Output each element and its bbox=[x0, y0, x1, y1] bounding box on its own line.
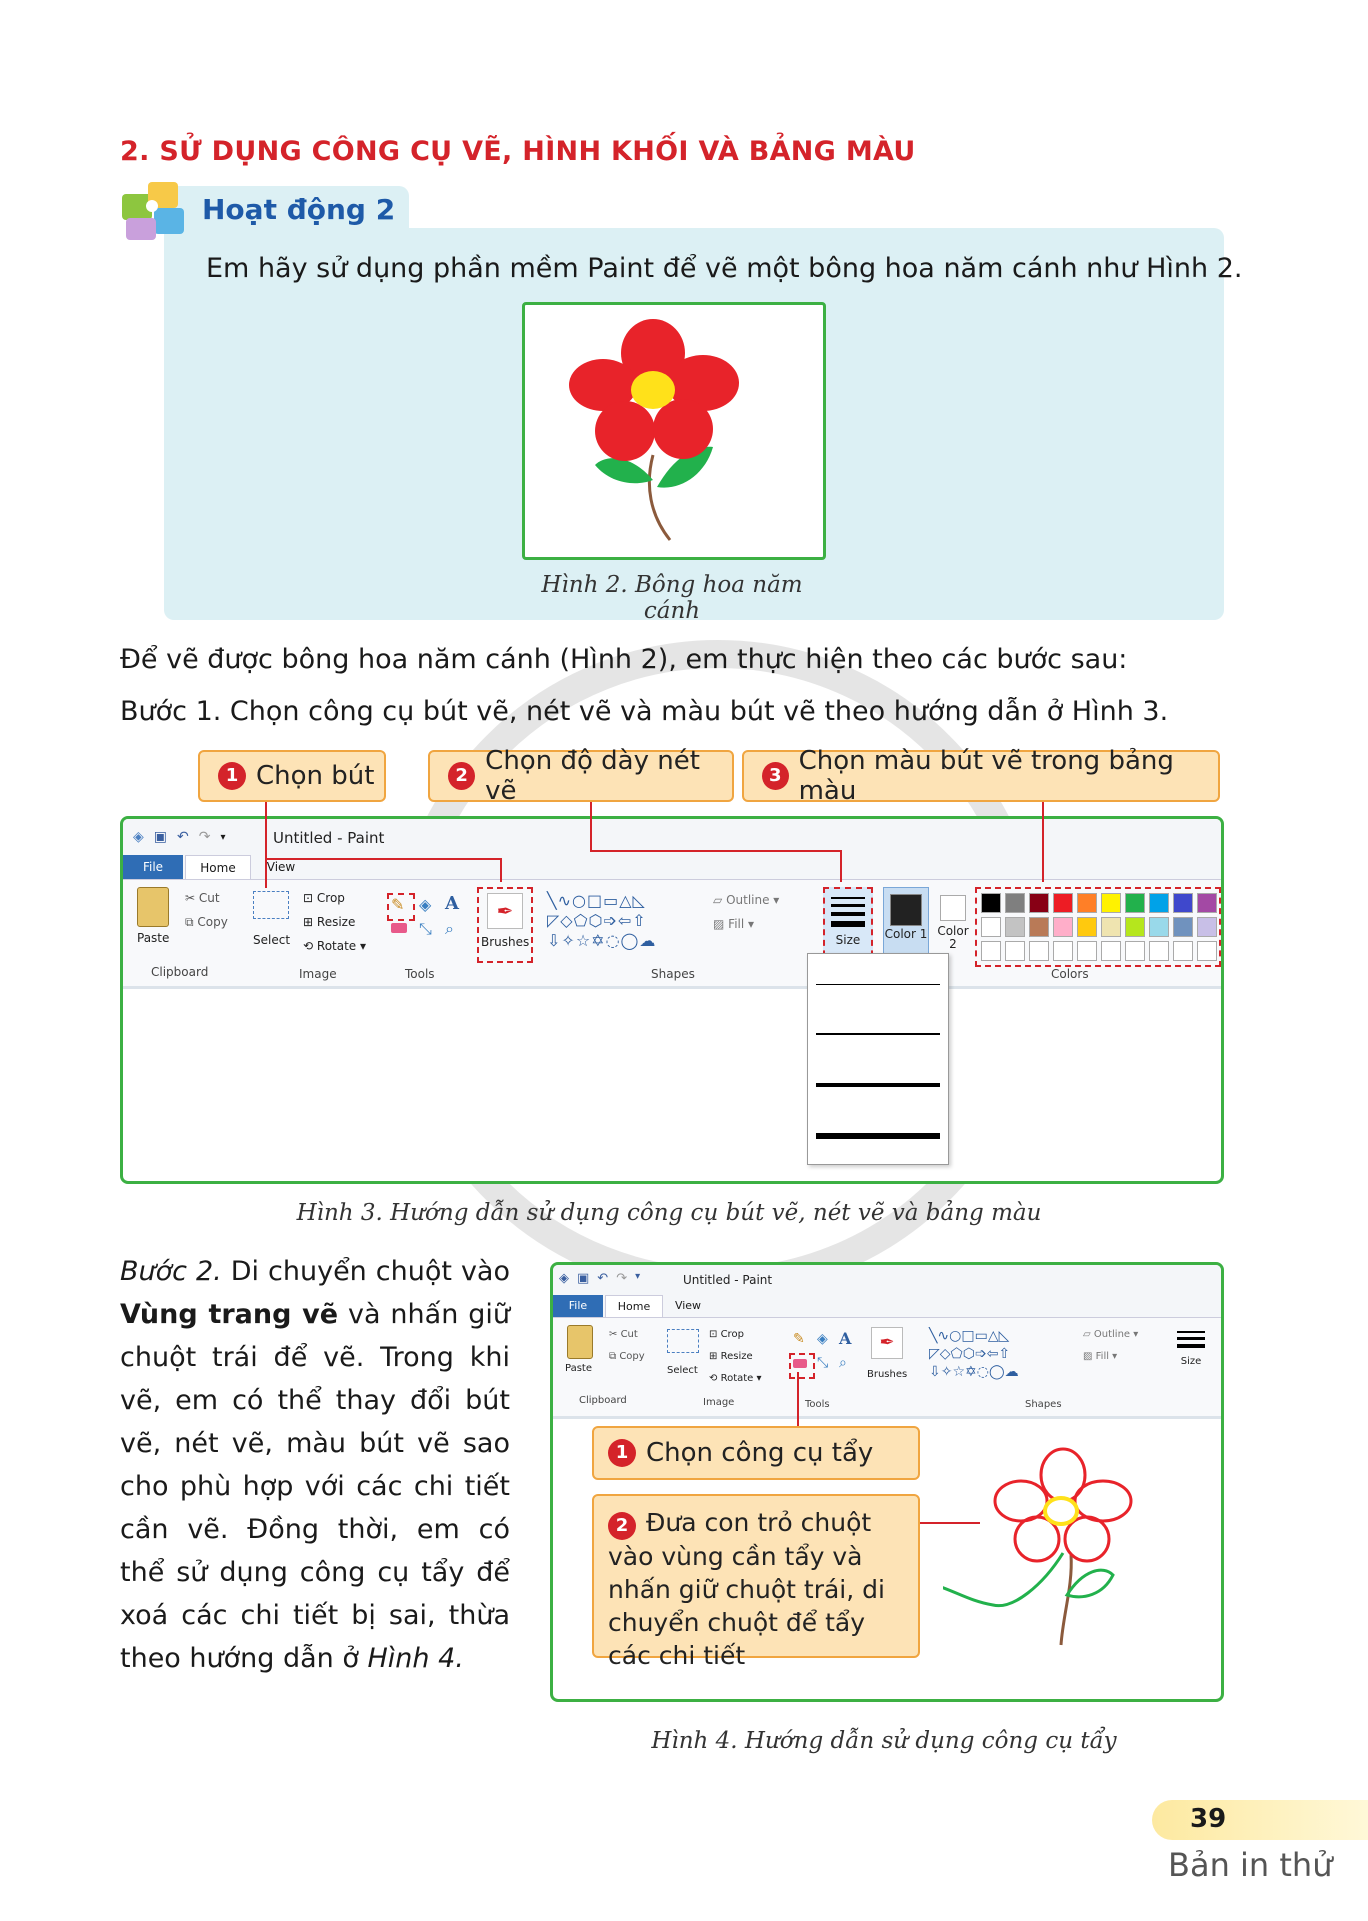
color-swatch[interactable] bbox=[1149, 893, 1169, 913]
window-title: Untitled - Paint bbox=[273, 829, 385, 847]
color-swatch[interactable] bbox=[1053, 941, 1073, 961]
color-swatch[interactable] bbox=[981, 941, 1001, 961]
eraser-icon[interactable] bbox=[793, 1359, 807, 1368]
image-group-label: Image bbox=[299, 967, 337, 981]
paint-app-icon[interactable]: ◈ bbox=[133, 829, 144, 845]
color1-swatch bbox=[890, 894, 922, 926]
color-swatch[interactable] bbox=[1197, 893, 1217, 913]
pencil-icon[interactable]: ✎ bbox=[793, 1331, 805, 1347]
page-number: 39 bbox=[1190, 1804, 1227, 1834]
color-swatch[interactable] bbox=[1077, 941, 1097, 961]
callout-choose-size bbox=[428, 746, 734, 806]
select-icon[interactable] bbox=[667, 1329, 699, 1353]
window-title: Untitled - Paint bbox=[683, 1273, 773, 1287]
resize-icon: ⊞ bbox=[303, 915, 314, 929]
outline-button[interactable]: ▱ Outline ▾ bbox=[1083, 1329, 1139, 1340]
fill-bucket-icon[interactable]: ◈ bbox=[817, 1331, 828, 1347]
color-swatch[interactable] bbox=[1173, 941, 1193, 961]
brush-icon[interactable]: ✒ bbox=[871, 1327, 903, 1359]
page-number-bar bbox=[1152, 1800, 1368, 1840]
rotate-icon: ⟲ bbox=[709, 1373, 718, 1384]
color2-swatch bbox=[940, 895, 966, 921]
color-picker-icon[interactable]: ⤡ bbox=[419, 919, 432, 938]
callout-number: 2 bbox=[608, 1512, 636, 1540]
copy-button[interactable]: ⧉ Copy bbox=[609, 1351, 645, 1362]
clipboard-group-label: Clipboard bbox=[151, 965, 209, 979]
select-button[interactable]: Select bbox=[253, 933, 291, 947]
outline-icon: ▱ bbox=[1083, 1329, 1091, 1340]
step1-text: Bước 1. Chọn công cụ bút vẽ, nét vẽ và màu bút vẽ theo hướng dẫn ở Hình 3. bbox=[120, 696, 1169, 727]
copy-icon: ⧉ bbox=[185, 915, 194, 929]
color-swatch[interactable] bbox=[1125, 893, 1145, 913]
tab-home[interactable]: Home bbox=[605, 1295, 663, 1318]
figure-2-flower bbox=[522, 302, 826, 560]
section-heading: 2. SỬ DỤNG CÔNG CỤ VẼ, HÌNH KHỐI VÀ BẢNG MÀU bbox=[120, 136, 916, 167]
callout-erase-details bbox=[592, 1494, 920, 1670]
color-swatch[interactable] bbox=[1197, 941, 1217, 961]
tab-home[interactable]: Home bbox=[185, 855, 251, 880]
rotate-button[interactable]: ⟲ Rotate ▾ bbox=[709, 1373, 762, 1384]
color-swatch[interactable] bbox=[1053, 893, 1073, 913]
paint-app-icon[interactable]: ◈ bbox=[559, 1271, 569, 1286]
colors-group-label: Colors bbox=[1051, 967, 1089, 981]
color-swatch[interactable] bbox=[1029, 917, 1049, 937]
color-swatch[interactable] bbox=[981, 917, 1001, 937]
image-group-label: Image bbox=[703, 1397, 735, 1408]
color-picker-icon[interactable]: ⤡ bbox=[817, 1355, 829, 1371]
color-swatch[interactable] bbox=[1005, 917, 1025, 937]
callout-choose-eraser bbox=[592, 1426, 920, 1480]
paste-label[interactable]: Paste bbox=[137, 931, 170, 945]
callout-text: Chọn độ dày nét vẽ bbox=[485, 746, 700, 806]
color-palette bbox=[975, 887, 1221, 967]
cut-button[interactable]: ✂ Cut bbox=[609, 1329, 638, 1340]
copy-icon: ⧉ bbox=[609, 1351, 617, 1362]
brushes-button[interactable]: Brushes bbox=[481, 935, 530, 949]
color-swatch[interactable] bbox=[1077, 893, 1097, 913]
color-swatch[interactable] bbox=[1125, 941, 1145, 961]
color-swatch[interactable] bbox=[981, 893, 1001, 913]
size-button[interactable]: Size bbox=[823, 887, 873, 967]
activity-title: Hoạt động 2 bbox=[202, 193, 396, 226]
drawing-canvas[interactable] bbox=[123, 989, 1221, 1179]
quick-access-dropdown-icon[interactable]: ▾ bbox=[220, 831, 226, 843]
color-swatch[interactable] bbox=[1101, 917, 1121, 937]
intro-text: Để vẽ được bông hoa năm cánh (Hình 2), em thực hiện theo các bước sau: bbox=[120, 644, 1128, 675]
crop-button[interactable]: ⊡ Crop bbox=[303, 891, 345, 905]
resize-button[interactable]: ⊞ Resize bbox=[303, 915, 356, 929]
magnifier-icon[interactable]: ⌕ bbox=[839, 1355, 847, 1371]
color-swatch[interactable] bbox=[1005, 941, 1025, 961]
tools-group-label: Tools bbox=[805, 1399, 830, 1410]
tab-file[interactable]: File bbox=[123, 855, 183, 879]
shapes-gallery[interactable]: ╲∿○□▭△◺ ◸◇⬠⬡➩⇦⇧ ⇩✧☆✡◌◯☁ bbox=[929, 1328, 1019, 1380]
tab-view[interactable]: View bbox=[266, 860, 296, 874]
text-tool-icon[interactable]: A bbox=[839, 1329, 852, 1348]
rotate-button[interactable]: ⟲ Rotate ▾ bbox=[303, 939, 367, 953]
save-icon[interactable]: ▣ bbox=[577, 1271, 590, 1286]
color-swatch[interactable] bbox=[1077, 917, 1097, 937]
tab-view[interactable]: View bbox=[674, 1299, 702, 1312]
color-swatch[interactable] bbox=[1029, 941, 1049, 961]
fill-button[interactable]: ▨ Fill ▾ bbox=[713, 917, 755, 931]
tab-file[interactable]: File bbox=[553, 1295, 603, 1317]
flower-image bbox=[525, 305, 823, 557]
callout-text: Đưa con trỏ chuột vào vùng cần tẩy và nhấn giữ chuột trái, di chuyển chuột để tẩy các chi tiết bbox=[608, 1508, 885, 1670]
activity-text: Em hãy sử dụng phần mềm Paint để vẽ một bông hoa năm cánh như Hình 2. bbox=[206, 253, 1243, 284]
color-swatch[interactable] bbox=[1149, 941, 1169, 961]
undo-icon[interactable]: ↶ bbox=[177, 829, 189, 845]
figure-4-caption: Hình 4. Hướng dẫn sử dụng công cụ tẩy bbox=[651, 1728, 1117, 1754]
callout-choose-color bbox=[742, 746, 1220, 806]
quick-access-dropdown-icon[interactable]: ▾ bbox=[635, 1271, 641, 1282]
resize-icon: ⊞ bbox=[709, 1351, 718, 1362]
callout-text: Chọn màu bút vẽ trong bảng màu bbox=[798, 746, 1174, 806]
color-swatch[interactable] bbox=[1173, 917, 1193, 937]
redo-icon[interactable]: ↷ bbox=[616, 1271, 628, 1286]
select-icon[interactable] bbox=[253, 891, 289, 919]
color-swatch[interactable] bbox=[1173, 893, 1193, 913]
redo-icon[interactable]: ↷ bbox=[198, 829, 211, 845]
color-swatch[interactable] bbox=[1101, 893, 1121, 913]
callout-choose-pen bbox=[198, 750, 386, 802]
select-button[interactable]: Select bbox=[667, 1365, 698, 1376]
pencil-icon[interactable]: ✎ bbox=[391, 895, 405, 914]
shapes-gallery[interactable]: ╲∿○□▭△◺ ◸◇⬠⬡➩⇦⇧ ⇩✧☆✡◌◯☁ bbox=[547, 891, 657, 950]
figure-3-caption: Hình 3. Hướng dẫn sử dụng công cụ bút vẽ, nét vẽ và bảng màu bbox=[296, 1200, 1042, 1226]
puzzle-icon bbox=[118, 176, 194, 246]
cut-button[interactable]: ✂ Cut bbox=[185, 891, 220, 905]
cut-icon: ✂ bbox=[185, 891, 196, 905]
cut-icon: ✂ bbox=[609, 1329, 618, 1340]
shapes-group-label: Shapes bbox=[651, 967, 695, 981]
callout-text: Chọn bút bbox=[256, 761, 375, 791]
paint-window-fig3 bbox=[120, 816, 1224, 1184]
paste-icon[interactable] bbox=[137, 887, 169, 927]
callout-number: 1 bbox=[218, 762, 246, 790]
callout-text: Chọn công cụ tẩy bbox=[646, 1438, 874, 1468]
color-swatch[interactable] bbox=[1197, 917, 1217, 937]
paste-label[interactable]: Paste bbox=[565, 1363, 592, 1374]
eraser-icon[interactable] bbox=[391, 923, 407, 933]
clipboard-group-label: Clipboard bbox=[579, 1395, 627, 1406]
shapes-group-label: Shapes bbox=[1025, 1399, 1062, 1410]
callout-number: 1 bbox=[608, 1439, 636, 1467]
color-swatch[interactable] bbox=[1053, 917, 1073, 937]
fill-bucket-icon[interactable]: ◈ bbox=[419, 895, 432, 914]
resize-button[interactable]: ⊞ Resize bbox=[709, 1351, 753, 1362]
crop-icon: ⊡ bbox=[709, 1329, 718, 1340]
color-swatch[interactable] bbox=[1029, 893, 1049, 913]
magnifier-icon[interactable]: ⌕ bbox=[445, 919, 454, 938]
size-button[interactable]: Size bbox=[1171, 1327, 1211, 1387]
rotate-icon: ⟲ bbox=[303, 939, 314, 953]
figure-2-caption: Hình 2. Bông hoa năm cánh bbox=[541, 572, 803, 624]
color1-selector[interactable]: Color 1 bbox=[883, 887, 929, 961]
color2-selector[interactable]: Color 2 bbox=[933, 887, 973, 959]
color-swatch[interactable] bbox=[1149, 917, 1169, 937]
tools-group-label: Tools bbox=[405, 967, 435, 981]
crop-button[interactable]: ⊡ Crop bbox=[709, 1329, 744, 1340]
brush-icon[interactable]: ✒ bbox=[487, 893, 523, 929]
copy-button[interactable]: ⧉ Copy bbox=[185, 915, 228, 929]
brushes-button[interactable]: Brushes bbox=[867, 1369, 908, 1380]
save-icon[interactable]: ▣ bbox=[153, 829, 168, 845]
outline-icon: ▱ bbox=[713, 893, 723, 907]
callout-number: 2 bbox=[448, 762, 475, 790]
undo-icon[interactable]: ↶ bbox=[597, 1271, 609, 1286]
fill-icon: ▨ bbox=[1083, 1351, 1093, 1362]
step2-text: Bước 2. Di chuyển chuột vào Vùng trang vẽ và nhấn giữ chuột trái để vẽ. Trong khi vẽ, em có thể thay đổi bút vẽ, nét vẽ, màu bút vẽ sao cho phù hợp với các chi tiết cần vẽ. Đồng thời, em có thể sử dụng công cụ tẩy để xoá các chi tiết bị sai, thừa theo hướng dẫn ở Hình 4. bbox=[120, 1256, 510, 1674]
fill-button[interactable]: ▨ Fill ▾ bbox=[1083, 1351, 1118, 1362]
paste-icon[interactable] bbox=[567, 1325, 593, 1359]
color-swatch[interactable] bbox=[1005, 893, 1025, 913]
color-swatch[interactable] bbox=[1101, 941, 1121, 961]
fill-icon: ▨ bbox=[713, 917, 725, 931]
size-option-1px[interactable] bbox=[816, 984, 940, 985]
color-swatch[interactable] bbox=[1125, 917, 1145, 937]
crop-icon: ⊡ bbox=[303, 891, 314, 905]
draft-label: Bản in thử bbox=[1168, 1846, 1333, 1884]
callout-number: 3 bbox=[762, 762, 789, 790]
text-tool-icon[interactable]: A bbox=[445, 893, 459, 914]
outline-button[interactable]: ▱ Outline ▾ bbox=[713, 893, 780, 907]
